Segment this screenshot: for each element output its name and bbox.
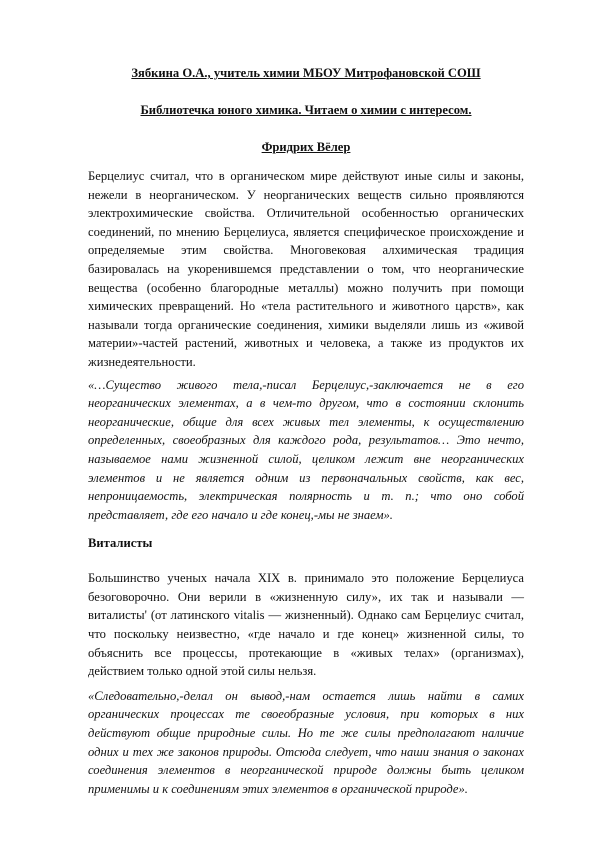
series-title: Библиотечка юного химика. Читаем о химии с интересом. xyxy=(140,103,472,117)
article-title: Фридрих Вёлер xyxy=(261,140,351,154)
quote-1: «…Существо живого тела,-писал Берцелиус,-заключается не в его неорганических элементах, а в чем-то другом, что в состоянии склонить неорганические, общие для всех живых тел элементы, к осуществлению определенных, своеобразных для каждого рода, результатов… Это нечто, называемое нами жизненной силой, целиком лежит вне неорганических элементов и не является одним из первоначальных свойств, как вес, непроницаемость, электрическая полярность и т. п.; что оно собой представляет, где его начало и где конец,-мы не знаем». xyxy=(88,377,524,522)
body-paragraph-2: Большинство ученых начала XIX в. принимало это положение Берцелиуса безоговорочно. Они верили в «жизненную силу», их так и называли — виталисты' (от латинского vitalis — жизненный). Однако сам Берцелиус считал, что поскольку неизвестно, «где начало и где конец» жизненной силы, то объяснить все процессы, протекающие в «живых телах» (организмах), действием только одной этой силы нельзя. xyxy=(88,571,524,679)
section-heading: Виталисты xyxy=(88,536,153,551)
author-line: Зябкина О.А., учитель химии МБОУ Митрофановской СОШ xyxy=(131,66,481,80)
quote-2: «Следовательно,-делал он вывод,-нам остается лишь найти в самих органических процессах те своеобразные условия, при которых в них действуют общие природные силы. Но те же силы предполагают наличие одних и тех же законов природы. Отсюда следует, что наши знания о законах соединения элементов в неорганической природе должны быть целиком применимы и к соединениям этих элементов в органической природе». xyxy=(88,688,524,796)
document-page xyxy=(88,62,524,798)
body-paragraph-1: Берцелиус считал, что в органическом мире действуют иные силы и законы, нежели в неорганическом. У неорганических веществ сильно проявляются электрохимические свойства. Отличительной особенностью органических соединений, по мнению Берцелиуса, является специфическое происхождение и определяемые этим свойства. Многовековая алхимическая традиция базировалась на укоренившемся представлении о том, что неорганические вещества (особенно благородные металлы) можно получить при помощи химических превращений. Но «тела растительного и животного царств», как называли тогда органические соединения, химики выделяли лишь из «живой материи»-частей растений, животных и человека, а также из продуктов их жизнедеятельности. xyxy=(88,169,524,369)
